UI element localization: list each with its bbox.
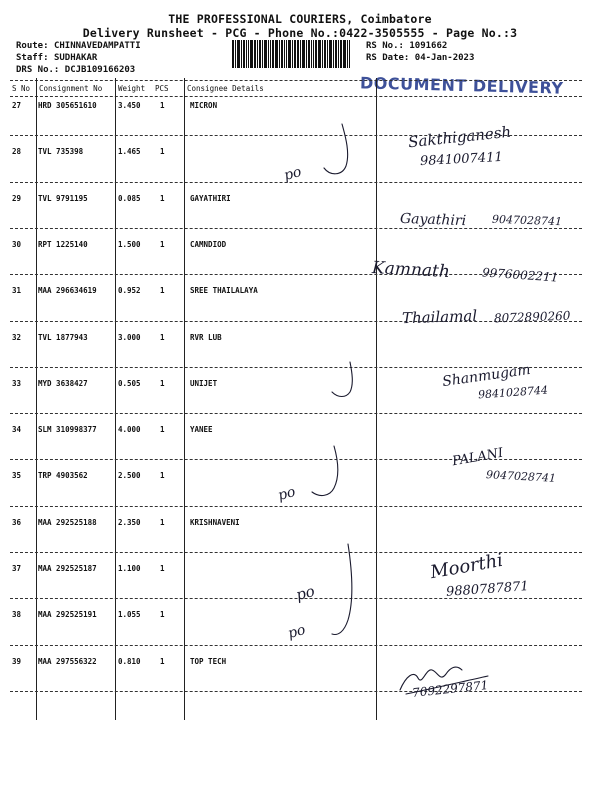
row-consignment-no: TVL 9791195 — [38, 194, 88, 203]
row-weight: 1.465 — [118, 147, 141, 156]
row-weight: 2.350 — [118, 518, 141, 527]
col-header-weight: Weight — [118, 84, 146, 93]
table-header-rule — [10, 96, 582, 97]
row-weight: 0.952 — [118, 286, 141, 295]
receipt-mark — [304, 444, 364, 500]
route-label: Route: — [16, 41, 49, 51]
po-mark: po — [276, 484, 298, 504]
rs-date-label: RS Date: — [366, 53, 410, 63]
row-sno: 28 — [12, 147, 22, 156]
rs-date-value: 04-Jan-2023 — [414, 53, 475, 63]
staff-info — [16, 53, 97, 63]
handwritten-phone: 9880787871 — [445, 579, 530, 600]
row-weight: 2.500 — [118, 471, 141, 480]
row-weight: 1.055 — [118, 610, 141, 619]
row-consignee: YANEE — [190, 425, 213, 434]
row-separator — [10, 691, 582, 692]
row-weight: 3.000 — [118, 333, 141, 342]
handwritten-name: Thailamal — [401, 306, 478, 328]
row-pcs: 1 — [160, 101, 165, 110]
row-pcs: 1 — [160, 518, 165, 527]
po-mark: po — [286, 622, 308, 642]
handwritten-phone: 9841028744 — [477, 383, 549, 402]
row-sno: 39 — [12, 657, 22, 666]
row-pcs: 1 — [160, 333, 165, 342]
handwritten-phone: 8072890260 — [493, 308, 571, 326]
row-sno: 33 — [12, 379, 22, 388]
row-consignee: CAMNDIOD — [190, 240, 227, 249]
row-pcs: 1 — [160, 425, 165, 434]
row-pcs: 1 — [160, 610, 165, 619]
row-sno: 30 — [12, 240, 22, 249]
row-pcs: 1 — [160, 471, 165, 480]
row-consignment-no: RPT 1225140 — [38, 240, 88, 249]
rs-no-label: RS No.: — [366, 41, 404, 51]
row-consignment-no: TVL 735398 — [38, 147, 84, 156]
staff-value: SUDHAKAR — [53, 53, 98, 63]
row-consignment-no: MAA 297556322 — [38, 657, 97, 666]
drs-info — [16, 65, 135, 75]
row-pcs: 1 — [160, 194, 165, 203]
staff-label: Staff: — [16, 53, 49, 63]
route-value: CHINNAVEDAMPATTI — [53, 41, 141, 51]
rs-no-value: 1091662 — [409, 41, 448, 51]
row-pcs: 1 — [160, 240, 165, 249]
row-sno: 36 — [12, 518, 22, 527]
col-divider — [36, 78, 37, 720]
row-consignee: SREE THAILALAYA — [190, 286, 258, 295]
receipt-mark — [324, 356, 374, 402]
row-sno: 32 — [12, 333, 22, 342]
route-info — [16, 41, 141, 51]
row-pcs: 1 — [160, 147, 165, 156]
row-weight: 1.500 — [118, 240, 141, 249]
row-weight: 3.450 — [118, 101, 141, 110]
row-consignment-no: MYD 3638427 — [38, 379, 88, 388]
row-sno: 38 — [12, 610, 22, 619]
row-consignment-no: MAA 296634619 — [38, 286, 97, 295]
row-consignment-no: TVL 1877943 — [38, 333, 88, 342]
row-pcs: 1 — [160, 657, 165, 666]
col-divider — [115, 78, 116, 720]
handwritten-phone: 9976002211 — [481, 265, 559, 285]
handwritten-name: Shanmugam — [441, 361, 532, 391]
row-weight: 0.810 — [118, 657, 141, 666]
row-separator — [10, 598, 582, 599]
drs-value: DCJB109166203 — [64, 65, 136, 75]
document-delivery-stamp: DOCUMENT DELIVERY — [359, 73, 564, 98]
row-separator — [10, 413, 582, 414]
handwritten-phone: 9841007411 — [419, 149, 504, 170]
col-header-consignee: Consignee Details — [187, 84, 264, 93]
table-top-rule — [10, 80, 582, 81]
row-sno: 34 — [12, 425, 22, 434]
handwritten-name: Kamnath — [371, 257, 451, 283]
po-mark: po — [293, 581, 317, 605]
barcode — [232, 40, 360, 68]
row-separator — [10, 228, 582, 229]
row-consignment-no: HRD 305651610 — [38, 101, 97, 110]
col-header-pcs: PCS — [155, 84, 169, 93]
row-consignment-no: MAA 292525191 — [38, 610, 97, 619]
col-header-consignment: Consignment No — [39, 84, 103, 93]
row-sno: 29 — [12, 194, 22, 203]
drs-label: DRS No.: — [16, 65, 60, 75]
row-separator — [10, 645, 582, 646]
row-consignee: UNIJET — [190, 379, 218, 388]
row-consignment-no: SLM 310998377 — [38, 425, 97, 434]
row-sno: 31 — [12, 286, 22, 295]
row-weight: 4.000 — [118, 425, 141, 434]
receipt-mark — [330, 540, 370, 640]
handwritten-phone: 7092297871 — [411, 678, 489, 700]
col-header-sno: S No — [12, 84, 31, 93]
handwritten-phone: 9047028741 — [485, 468, 557, 485]
row-pcs: 1 — [160, 286, 165, 295]
row-separator — [10, 506, 582, 507]
row-sno: 35 — [12, 471, 22, 480]
receipt-mark — [318, 120, 378, 180]
row-separator — [10, 182, 582, 183]
row-weight: 0.505 — [118, 379, 141, 388]
handwritten-name: Sakthiganesh — [407, 122, 512, 152]
row-weight: 0.085 — [118, 194, 141, 203]
row-consignee: MICRON — [190, 101, 218, 110]
row-consignment-no: MAA 292525187 — [38, 564, 97, 573]
col-divider — [184, 78, 185, 720]
row-sno: 37 — [12, 564, 22, 573]
row-consignee: KRISHNAVENI — [190, 518, 240, 527]
row-consignee: GAYATHIRI — [190, 194, 231, 203]
row-consignee: RVR LUB — [190, 333, 222, 342]
row-consignment-no: MAA 292525188 — [38, 518, 97, 527]
row-consignee: TOP TECH — [190, 657, 227, 666]
signature — [396, 656, 496, 700]
handwritten-name: Gayathiri — [399, 210, 467, 230]
runsheet-title: Delivery Runsheet - PCG - Phone No.:0422-3505555 - Page No.:3 — [82, 26, 518, 40]
handwritten-name: Moorthi — [428, 549, 505, 584]
handwritten-phone: 9047028741 — [491, 212, 563, 229]
handwritten-name: PALANI — [451, 445, 505, 470]
company-title: THE PROFESSIONAL COURIERS, Coimbatore — [168, 12, 432, 26]
rs-no-info — [366, 41, 447, 51]
po-mark: po — [282, 164, 304, 184]
row-pcs: 1 — [160, 379, 165, 388]
rs-date-info — [366, 53, 474, 63]
row-sno: 27 — [12, 101, 22, 110]
row-weight: 1.100 — [118, 564, 141, 573]
row-pcs: 1 — [160, 564, 165, 573]
row-consignment-no: TRP 4903562 — [38, 471, 88, 480]
